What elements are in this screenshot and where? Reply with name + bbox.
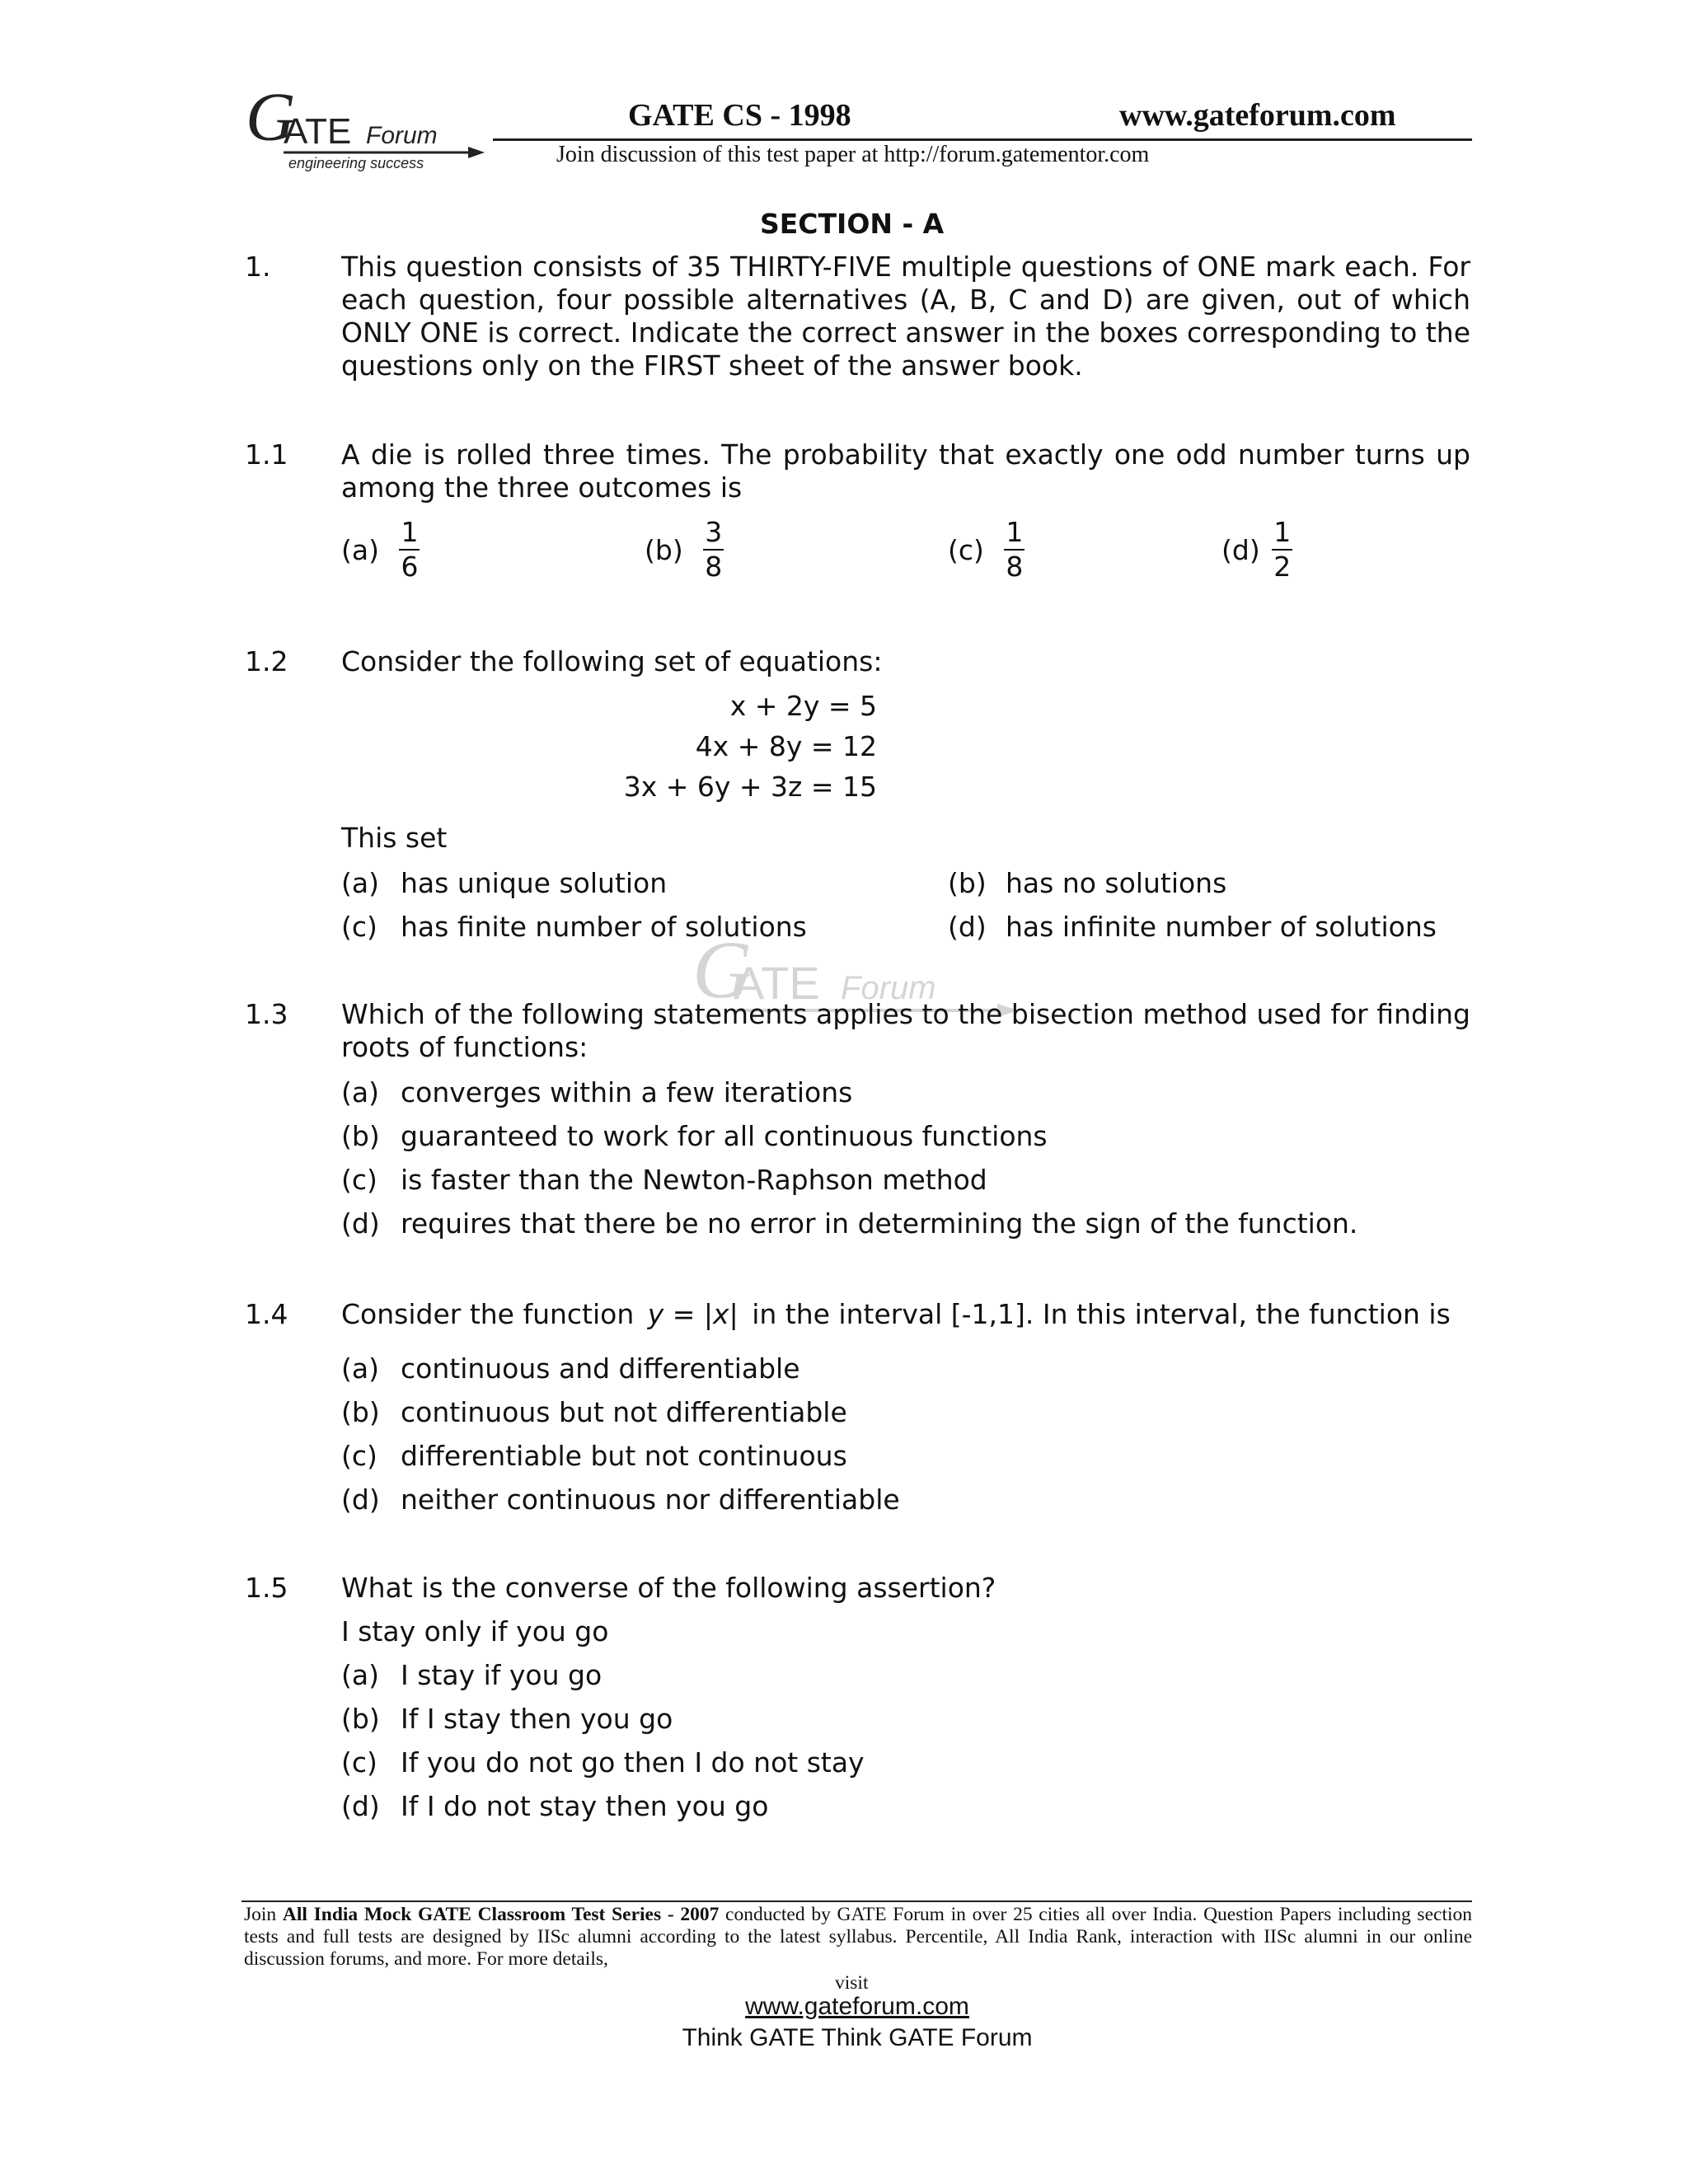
option-b [341,1120,380,1152]
option-label: (b) [341,1703,380,1735]
question-text: Consider the following set of equations: [341,645,883,677]
denominator: 6 [401,551,419,583]
logo-forum-text: Forum [366,122,438,149]
logo-ate-text: ATE [284,111,352,152]
option-a [341,516,420,583]
option-label: (b) [645,533,683,566]
option-a [341,1659,379,1691]
question-text-after: in the interval [-1,1]. In this interval, the function is [752,1298,1451,1330]
fraction [1004,516,1025,583]
option-a [341,867,379,899]
equation-3: 3x + 6y + 3z = 15 [623,771,877,803]
equation-1: x + 2y = 5 [729,690,877,722]
option-text: I stay if you go [401,1659,603,1691]
option-label: (a) [341,1659,379,1691]
question-text [341,1298,1451,1331]
denominator: 2 [1273,551,1292,583]
option-label: (b) [948,867,987,899]
fraction [703,516,724,583]
option-text: has infinite number of solutions [1006,911,1437,943]
numerator: 1 [399,516,420,551]
question-number: 1.2 [245,645,288,677]
question-lead: This set [341,822,448,854]
option-label: (d) [341,1207,380,1240]
question-number: 1.1 [245,438,288,471]
question-number: 1.4 [245,1298,288,1330]
option-d [1221,516,1292,583]
option-c [341,1746,377,1779]
intro-text: This question consists of 35 THIRTY-FIVE multiple questions of ONE mark each. For each question, four possible alternatives (A, B, C and D) are given, out of which ONLY ONE is correct. Indicate the correct answer in the boxes corresponding to the questions only on the FIRST sheet of the answer book. [341,251,1470,382]
option-label: (c) [341,1164,377,1196]
paper-title: GATE CS - 1998 [628,98,851,133]
section-title: SECTION - A [760,208,945,240]
question-number: 1.3 [245,998,288,1030]
option-label: (a) [341,867,379,899]
question-text: A die is rolled three times. The probability that exactly one odd number turns up among the three outcomes is [341,438,1470,504]
option-text: If I stay then you go [401,1703,673,1735]
option-text: If you do not go then I do not stay [401,1746,865,1779]
option-text: has no solutions [1006,867,1227,899]
option-label: (a) [341,1076,379,1108]
formula: y = |x| [647,1298,738,1330]
gateforum-logo [246,92,485,175]
option-d [341,1483,380,1516]
option-label: (c) [341,911,377,943]
option-text: has finite number of solutions [401,911,807,943]
numerator: 3 [703,516,724,551]
logo-tagline: engineering success [288,155,424,171]
question-text-before: Consider the function [341,1298,635,1330]
denominator: 8 [1006,551,1024,583]
equation-2: 4x + 8y = 12 [695,730,877,762]
header-website[interactable]: www.gateforum.com [1119,98,1396,133]
option-d [341,1790,380,1822]
header-divider [493,138,1472,141]
numerator: 1 [1004,516,1025,551]
option-label: (d) [1221,533,1260,566]
question-number: 1.5 [245,1572,288,1604]
option-c [341,911,377,943]
denominator: 8 [705,551,723,583]
option-b [341,1703,380,1735]
option-label: (a) [341,533,379,566]
footer-tagline: Think GATE Think GATE Forum [682,2024,1033,2051]
option-label: (c) [948,533,984,566]
logo-g-glyph: G [246,92,296,156]
footer-visit: visit [835,1972,869,1994]
option-c [341,1164,377,1196]
option-text: continuous but not differentiable [401,1396,847,1428]
footer-website-link[interactable]: www.gateforum.com [745,1993,969,2020]
assertion-text: I stay only if you go [341,1615,609,1647]
option-label: (c) [341,1746,377,1779]
watermark-ate-text: ATE [734,957,820,1009]
option-text: converges within a few iterations [401,1076,853,1108]
option-label: (d) [341,1790,380,1822]
fraction [1272,516,1292,583]
option-label: (d) [341,1483,380,1516]
footer-divider [241,1900,1472,1902]
option-label: (a) [341,1352,379,1385]
watermark-g-glyph: G [692,940,753,1015]
question-text: What is the converse of the following assertion? [341,1572,996,1604]
watermark-forum-text: Forum [841,970,936,1006]
fraction [399,516,420,583]
numerator: 1 [1272,516,1292,551]
option-label: (b) [341,1396,380,1428]
option-text: is faster than the Newton-Raphson method [401,1164,987,1196]
option-label: (d) [948,911,987,943]
option-d [341,1207,380,1240]
option-text: If I do not stay then you go [401,1790,769,1822]
footer-test-series: All India Mock GATE Classroom Test Series - 2007 [282,1904,720,1925]
option-a [341,1352,379,1385]
question-text: Which of the following statements applies to the bisection method used for finding roots of functions: [341,998,1470,1063]
option-a [341,1076,379,1108]
footer-details: conducted by GATE Forum in over 25 cities all over India. Question Papers including section tests and full tests are designed by IISc alumni according to the latest syllabus. Percentile, All India Rank, interaction with IISc alumni in our online discussion forums, and more. For more details, [244,1904,1472,1970]
footer-join: Join [244,1904,277,1925]
option-b [948,867,987,899]
option-label: (b) [341,1120,380,1152]
option-text: differentiable but not continuous [401,1440,847,1472]
option-text: continuous and differentiable [401,1352,800,1385]
option-text: has unique solution [401,867,668,899]
option-d [948,911,987,943]
footer-promo-text [244,1904,1472,1971]
option-text: requires that there be no error in determining the sign of the function. [401,1207,1358,1240]
option-label: (c) [341,1440,377,1472]
option-b [341,1396,380,1428]
option-text: neither continuous nor differentiable [401,1483,900,1516]
option-text: guaranteed to work for all continuous functions [401,1120,1048,1152]
option-c [948,516,1025,583]
option-c [341,1440,377,1472]
option-b [645,516,724,583]
header-discussion-note: Join discussion of this test paper at http://forum.gatementor.com [556,142,1150,167]
intro-number: 1. [245,251,271,283]
